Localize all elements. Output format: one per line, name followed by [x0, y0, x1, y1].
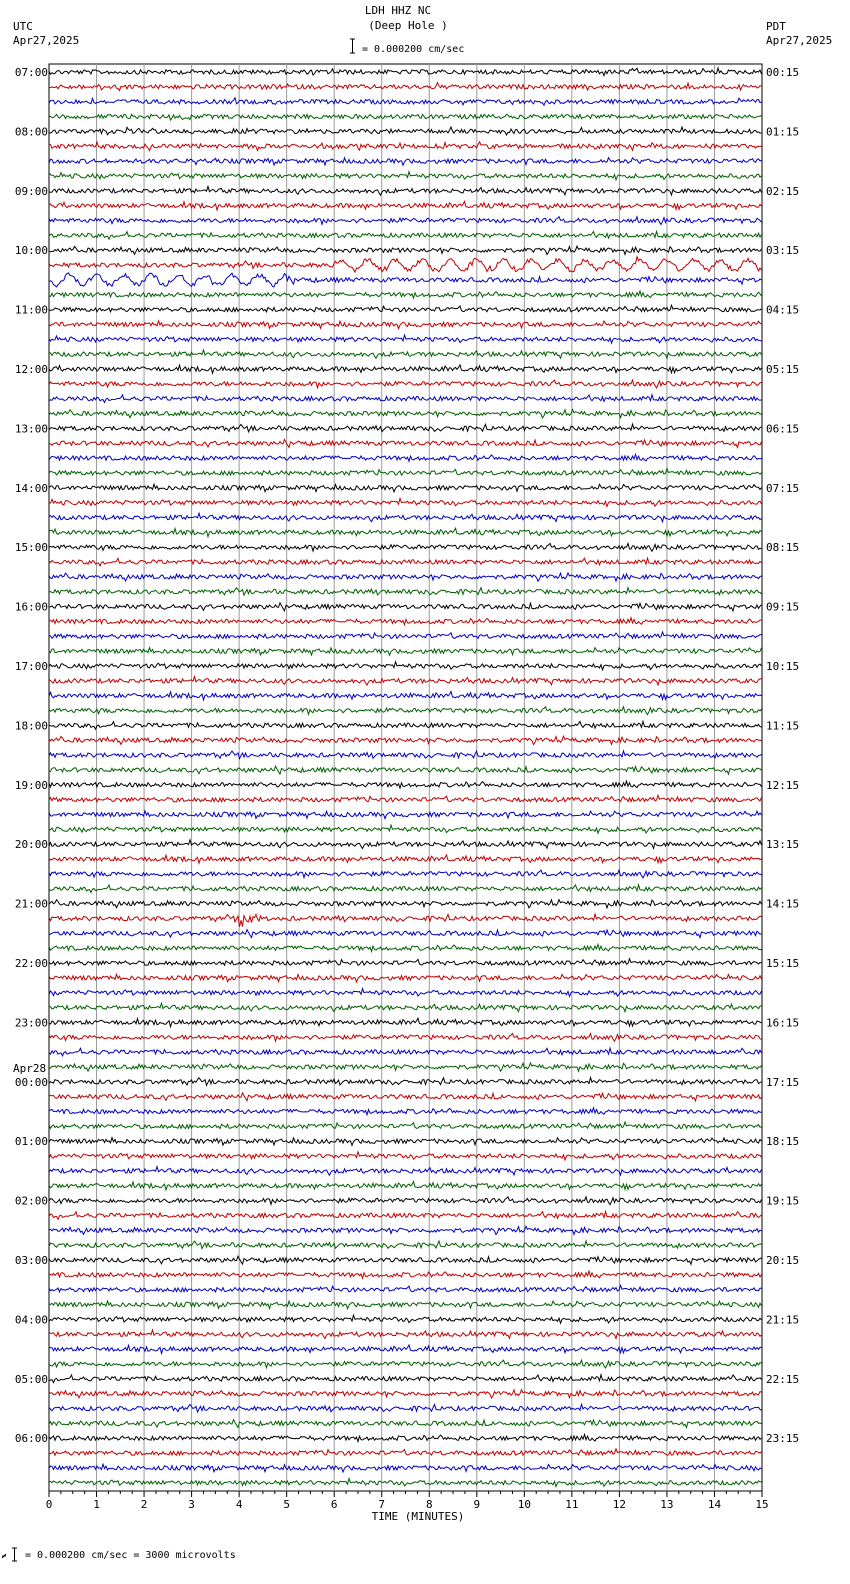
seismic-trace	[49, 83, 762, 91]
seismic-trace	[49, 944, 762, 951]
seismic-trace	[49, 795, 762, 802]
x-tick-label: 12	[612, 1498, 627, 1511]
pdt-hour-label: 01:15	[766, 125, 800, 139]
utc-hour-label: 21:00	[14, 897, 48, 911]
utc-hour-label: 11:00	[14, 303, 48, 317]
seismic-trace	[49, 974, 762, 982]
utc-hour-label: 19:00	[14, 778, 48, 792]
scale-label: = 0.000200 cm/sec	[362, 44, 465, 55]
seismic-trace	[49, 350, 762, 359]
x-tick-label: 11	[565, 1498, 579, 1511]
seismic-trace	[49, 989, 762, 997]
seismic-trace	[49, 781, 762, 788]
seismic-trace	[49, 257, 762, 272]
seismic-trace	[49, 1285, 762, 1292]
seismic-trace	[49, 1241, 762, 1249]
seismic-trace	[49, 914, 762, 927]
pdt-hour-label: 22:15	[766, 1372, 800, 1386]
x-tick-label: 1	[93, 1498, 100, 1511]
x-tick-label: 9	[473, 1498, 481, 1511]
utc-hour-label: 12:00	[14, 363, 48, 376]
pdt-hour-label: 14:15	[766, 897, 800, 911]
seismic-trace	[49, 736, 762, 744]
utc-hour-label: 04:00	[14, 1313, 48, 1327]
pdt-hour-label: 04:15	[766, 303, 800, 317]
pdt-hour-label: 21:15	[766, 1313, 800, 1327]
x-tick-label: 2	[140, 1498, 148, 1511]
x-tick-label: 6	[330, 1498, 338, 1511]
seismic-trace	[49, 1108, 762, 1115]
seismic-trace	[49, 692, 762, 701]
seismic-trace	[49, 1048, 762, 1056]
pdt-hour-label: 15:15	[766, 957, 800, 970]
seismic-trace	[49, 246, 762, 254]
utc-hour-label: 01:00	[14, 1135, 48, 1149]
utc-hour-label: 16:00	[14, 600, 48, 614]
seismic-trace	[49, 98, 762, 106]
seismic-trace	[49, 677, 762, 686]
seismic-trace	[49, 573, 762, 581]
x-tick-label: 8	[425, 1498, 433, 1511]
pdt-hour-label: 00:15	[766, 66, 800, 79]
seismic-trace	[49, 825, 762, 833]
seismic-trace	[49, 766, 762, 774]
seismic-trace	[49, 558, 762, 566]
utc-hour-label: 00:00	[14, 1075, 48, 1089]
seismic-trace	[49, 1226, 762, 1234]
x-tick-label: 7	[378, 1498, 386, 1511]
seismic-trace	[49, 885, 762, 893]
scale-bar-icon	[350, 39, 355, 53]
seismic-trace	[49, 454, 762, 461]
seismic-trace	[49, 1301, 762, 1309]
x-tick-label: 13	[660, 1498, 674, 1511]
seismic-trace	[49, 1330, 762, 1339]
seismic-trace	[49, 1435, 762, 1442]
seismic-trace	[49, 959, 762, 966]
seismic-trace	[49, 68, 762, 76]
seismic-trace	[49, 1375, 762, 1383]
x-tick-label: 3	[188, 1498, 195, 1511]
pdt-hour-label: 05:15	[766, 363, 800, 376]
seismic-trace	[49, 1464, 762, 1472]
seismic-trace	[49, 662, 762, 670]
seismic-trace	[49, 648, 762, 656]
seismic-trace	[49, 1271, 762, 1278]
x-tick-label: 10	[517, 1498, 531, 1511]
seismic-trace	[49, 395, 762, 403]
seismic-trace	[49, 632, 762, 639]
seismic-trace	[49, 513, 762, 522]
seismic-trace	[49, 855, 762, 863]
x-axis-label: TIME (MINUTES)	[371, 1510, 465, 1523]
pdt-hour-label: 18:15	[766, 1135, 800, 1149]
right-date: Apr27,2025	[766, 34, 833, 47]
seismic-trace	[49, 424, 762, 432]
pdt-hour-label: 13:15	[766, 838, 800, 852]
seismic-trace	[49, 273, 762, 287]
seismic-trace	[49, 291, 762, 298]
seismic-trace	[49, 231, 762, 239]
utc-hour-label: 02:00	[14, 1194, 48, 1208]
pdt-hour-label: 10:15	[766, 660, 800, 673]
utc-hour-label: 03:00	[14, 1254, 48, 1267]
seismic-trace	[49, 1315, 762, 1323]
seismic-trace	[49, 707, 762, 715]
seismic-trace	[49, 1167, 762, 1176]
station-title: LDH HHZ NC	[364, 4, 432, 17]
seismic-trace	[49, 1138, 762, 1146]
seismic-trace	[49, 870, 762, 878]
seismic-trace	[49, 603, 762, 611]
utc-hour-label: 18:00	[14, 719, 48, 733]
seismic-trace	[49, 1063, 762, 1071]
seismic-trace	[49, 1256, 762, 1264]
seismic-trace	[49, 588, 762, 596]
seismic-trace	[49, 1034, 762, 1042]
left-date: Apr27,2025	[13, 34, 80, 47]
left-timezone: UTC	[13, 20, 33, 33]
seismic-trace	[49, 321, 762, 329]
utc-hour-label: 20:00	[14, 838, 48, 852]
seismic-trace	[49, 365, 762, 374]
seismic-trace	[49, 114, 762, 120]
seismic-trace	[49, 1093, 762, 1101]
x-tick-label: 5	[283, 1498, 290, 1511]
pdt-hour-label: 02:15	[766, 184, 800, 198]
seismic-trace	[49, 1345, 762, 1354]
seismic-trace	[49, 202, 762, 210]
pdt-hour-label: 11:15	[766, 719, 800, 733]
utc-hour-label: 13:00	[14, 422, 48, 436]
x-tick-label: 15	[755, 1498, 769, 1511]
pdt-hour-label: 12:15	[766, 778, 800, 792]
seismic-trace	[49, 1122, 762, 1129]
seismic-trace	[49, 900, 762, 908]
pdt-hour-label: 17:15	[766, 1075, 800, 1089]
seismic-trace	[49, 380, 762, 388]
pdt-hour-label: 20:15	[766, 1254, 800, 1267]
utc-hour-label: 09:00	[14, 184, 48, 198]
pdt-hour-label: 08:15	[766, 541, 800, 555]
pdt-hour-label: 19:15	[766, 1194, 800, 1208]
utc-hour-label: 07:00	[14, 66, 48, 79]
seismic-trace	[49, 840, 762, 849]
utc-hour-label: 05:00	[14, 1372, 48, 1386]
seismic-trace	[49, 1360, 762, 1368]
seismic-trace	[49, 469, 762, 476]
seismic-trace	[49, 440, 762, 448]
seismic-trace	[49, 172, 762, 180]
seismic-trace	[49, 1479, 762, 1487]
seismic-trace	[49, 410, 762, 418]
seismic-trace	[49, 127, 762, 135]
pdt-hour-label: 23:15	[766, 1432, 800, 1446]
seismic-trace	[49, 217, 762, 225]
seismic-trace	[49, 498, 762, 506]
footer-scale-bar-icon	[12, 1548, 17, 1561]
utc-hour-label: 22:00	[14, 957, 48, 970]
seismic-trace	[49, 158, 762, 166]
seismic-trace	[49, 1420, 762, 1428]
utc-hour-label: 23:00	[14, 1016, 48, 1030]
pdt-hour-label: 06:15	[766, 422, 800, 436]
footer-scale-label: = 0.000200 cm/sec = 3000 microvolts	[25, 1550, 236, 1561]
seismic-trace	[49, 618, 762, 625]
pdt-hour-label: 03:15	[766, 244, 800, 258]
seismic-trace	[49, 335, 762, 343]
seismic-trace	[49, 930, 762, 938]
seismic-trace	[49, 1018, 762, 1026]
date-change-label: Apr28	[13, 1061, 47, 1075]
utc-hour-label: 17:00	[14, 660, 48, 673]
pdt-hour-label: 16:15	[766, 1016, 800, 1030]
seismic-trace	[49, 187, 762, 196]
seismic-trace	[49, 484, 762, 492]
utc-hour-label: 06:00	[14, 1432, 48, 1446]
x-tick-label: 0	[45, 1498, 53, 1511]
seismic-trace	[49, 1152, 762, 1160]
seismic-trace	[49, 1197, 762, 1205]
x-tick-label: 4	[235, 1498, 243, 1511]
seismic-trace	[49, 1182, 762, 1190]
seismic-trace	[49, 1404, 762, 1412]
utc-hour-label: 15:00	[14, 541, 48, 555]
seismic-trace	[49, 1078, 762, 1086]
seismic-trace	[49, 721, 762, 729]
seismic-trace	[49, 543, 762, 551]
seismic-trace	[49, 528, 762, 536]
pdt-hour-label: 07:15	[766, 481, 800, 495]
utc-hour-label: 14:00	[14, 481, 48, 495]
footer-marker-icon	[2, 1554, 6, 1558]
seismic-trace	[49, 811, 762, 819]
x-tick-label: 14	[707, 1498, 722, 1511]
seismic-trace	[49, 1390, 762, 1398]
seismic-trace	[49, 1212, 762, 1220]
seismic-trace	[49, 1449, 762, 1456]
seismic-trace	[49, 751, 762, 759]
utc-hour-label: 08:00	[14, 125, 48, 139]
seismic-trace	[49, 142, 762, 151]
location-subtitle: (Deep Hole )	[368, 19, 448, 32]
utc-hour-label: 10:00	[14, 244, 48, 258]
seismic-trace	[49, 305, 762, 312]
seismic-trace	[49, 1003, 762, 1012]
pdt-hour-label: 09:15	[766, 600, 800, 614]
right-timezone: PDT	[766, 20, 786, 33]
